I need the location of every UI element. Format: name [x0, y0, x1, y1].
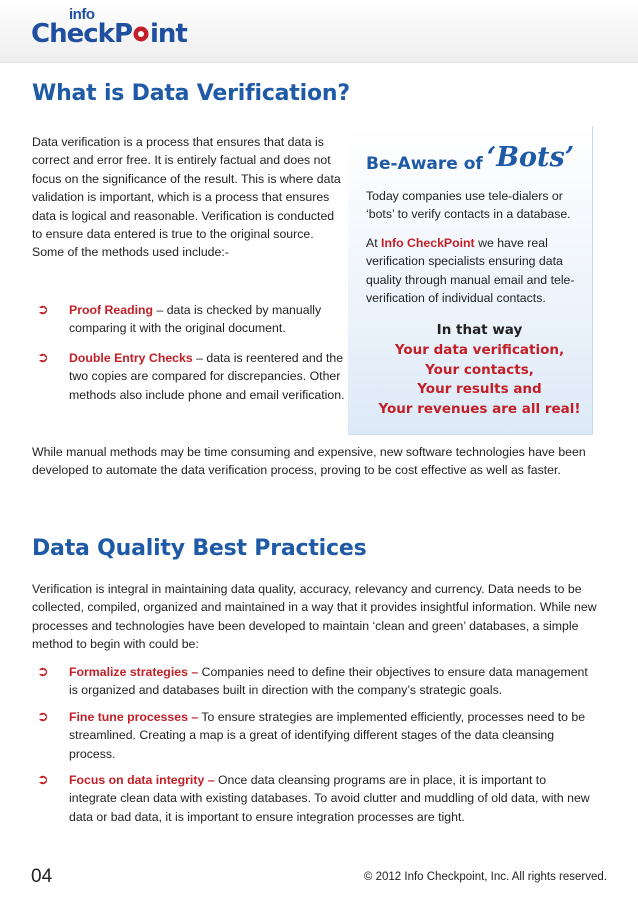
red-dot-icon — [132, 25, 150, 43]
list-item-term: Double Entry Checks — [69, 350, 193, 365]
sidebar-title-text: Be-Aware of — [366, 154, 483, 174]
list-item-text: Companies need to define their objectives to ensure data management is organized and databases built in direction with the company’s strategic goals. — [69, 665, 588, 698]
closing-paragraph: While manual methods may be time consuming and expensive, new software technologies have been developed to automate the data verification process, proving to be cost effective as well as faster. — [32, 445, 586, 478]
logo-part-p: P — [113, 19, 132, 49]
list-item-term: Fine tune processes – — [69, 709, 199, 724]
best-practices-list — [32, 663, 592, 834]
company-logo — [31, 6, 201, 50]
list-item-term: Focus on data integrity – — [69, 773, 215, 788]
arrow-right-circle-icon: ➲ — [37, 772, 49, 789]
list-item-text: Once data cleansing programs are in place, it is important to integrate clean data with existing databases. To avoid clutter and muddling of old data, with new data or bad data, it is important to ensure integration processes are tight. — [69, 773, 590, 824]
arrow-right-circle-icon: ➲ — [37, 664, 49, 680]
copyright-notice: © 2012 Info Checkpoint, Inc. All rights reserved. — [363, 871, 607, 883]
callout-line: Your contacts, — [425, 361, 534, 378]
verification-methods-list — [32, 301, 348, 415]
callout-line: Your results and — [417, 381, 542, 398]
list-item-term: Proof Reading — [69, 303, 154, 317]
logo-info-text: info — [69, 6, 95, 23]
sidebar-paragraph: Today companies use tele-dialers or ‘bots’ to verify contacts in a database. — [366, 189, 571, 222]
sidebar-title — [366, 142, 575, 176]
sidebar-title-highlight: ‘Bots’ — [486, 142, 575, 173]
be-aware-sidebar — [348, 126, 593, 435]
list-item-text: – data is reentered and the two copies are compared for discrepancies. Other methods also include phone and email verification. — [69, 350, 345, 402]
sidebar-text: we have real verification specialists ensuring data quality through manual email and tele-verification of individual contacts. — [366, 235, 575, 306]
list-item-term: Formalize strategies – — [69, 665, 199, 679]
list-item-text: To ensure strategies are implemented efficiently, processes need to be streamlined. Creating a map is a great of identifying different stages of the data cleansing process. — [69, 709, 586, 761]
company-name-highlight: Info CheckPoint — [381, 235, 475, 250]
arrow-right-circle-icon: ➲ — [37, 349, 49, 366]
sidebar-callout — [348, 321, 611, 420]
logo-part-int: int — [150, 19, 187, 49]
callout-line: Your revenues are all real! — [378, 401, 581, 418]
list-item — [32, 349, 348, 404]
best-practices-intro: Verification is integral in maintaining data quality, accuracy, relevancy and currency. Data needs to be collected, compiled, organized and maintained in a way that it provides insightful information. While new processes and technologies have been developed to maintain ‘clean and green’ databases, a simple method to begin with could be: — [32, 582, 597, 652]
arrow-right-circle-icon: ➲ — [37, 302, 49, 318]
callout-lead: In that way — [436, 322, 523, 338]
sidebar-paragraph — [366, 234, 588, 308]
intro-paragraph: Data verification is a process that ensures that data is correct and error free. It is entirely factual and does not focus on the significance of the result. This is where data validation is important, which is a process that ensures data is logical and reasonable. Verification is conducted to ensure data entered is true to the original source. Some of the methods used include:- — [32, 135, 341, 260]
logo-main-text — [31, 19, 187, 49]
list-item — [32, 771, 592, 826]
list-item — [32, 301, 348, 338]
section-title-best-practices: Data Quality Best Practices — [32, 536, 367, 561]
list-item-text: – data is checked by manually comparing it with the original document. — [69, 303, 322, 336]
list-item — [32, 663, 592, 700]
header-band — [0, 0, 638, 63]
section-title-data-verification: What is Data Verification? — [32, 81, 350, 106]
page-number: 04 — [31, 866, 53, 887]
arrow-right-circle-icon: ➲ — [37, 708, 49, 725]
sidebar-text: At — [366, 235, 382, 250]
logo-part-check: Check — [31, 19, 114, 49]
list-item — [32, 708, 592, 763]
callout-line: Your data verification, — [394, 341, 565, 358]
sidebar-body — [366, 187, 588, 317]
